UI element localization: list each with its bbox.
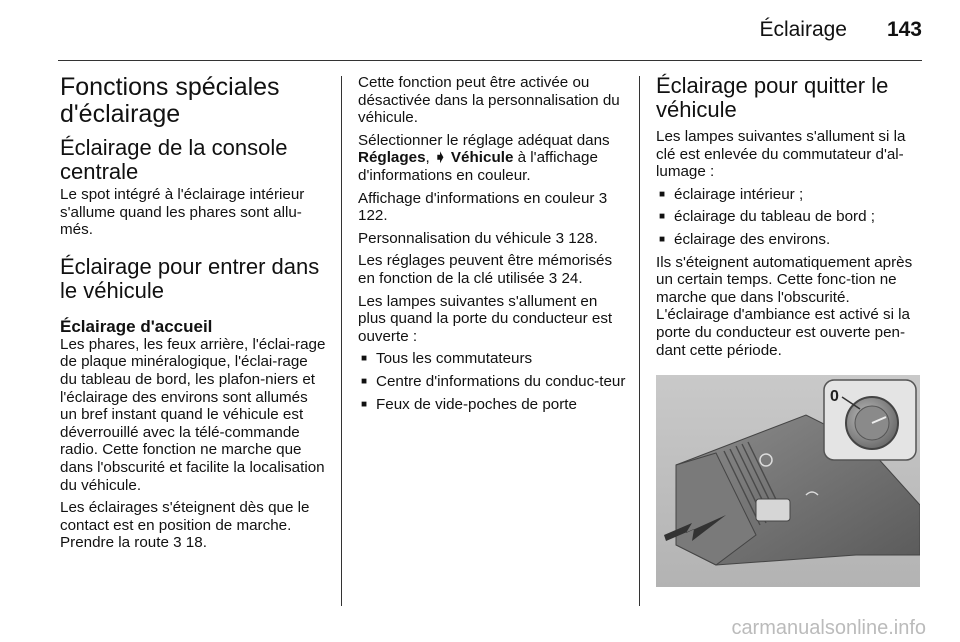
list-item: ■ éclairage du tableau de bord ;: [656, 208, 924, 226]
paragraph: Les lampes suivantes s'allument en plus quand la porte du conducteur est ouverte :: [358, 292, 613, 345]
page-reference: 3 18.: [173, 534, 207, 552]
heading-console-lighting: Éclairage de la console centrale: [60, 135, 288, 184]
column-divider-1: [341, 76, 342, 606]
heading-entry-lighting: Éclairage pour entrer dans le véhicule: [60, 253, 320, 303]
bullet-list: [656, 186, 924, 249]
list-item: ■ Tous les commutateurs: [358, 350, 626, 368]
menu-term-settings: Réglages: [358, 149, 426, 167]
list-item: ■ éclairage des environs.: [656, 231, 924, 249]
column-divider-2: [639, 76, 640, 606]
heading-exit-lighting: Éclairage pour quitter le véhicule: [656, 73, 889, 122]
paragraph: Les phares, les feux arrière, l'éclai-rage de plaque minéralogique, l'éclai-rage du tableau de bord, les plafon-niers et l'éclairage des environs sont allumés un bref instant quand le véhicule est déverrouillé avec la télé-commande radio. Cette fonction ne marche que dans l'obscurité et facilite la localisation du véhicule.: [60, 335, 326, 494]
paragraph-text: ,: [425, 149, 434, 167]
paragraph: [60, 534, 326, 552]
paragraph: Affichage d'informations en couleur 3 122.: [358, 189, 608, 225]
paragraph-text: à l'affichage d'informations en couleur.: [358, 149, 598, 184]
header-rule: [58, 60, 922, 61]
list-item: ■ Centre d'informations du conduc-teur: [358, 373, 626, 391]
paragraph: [60, 499, 326, 534]
paragraph: [358, 132, 626, 185]
paragraph: Cette fonction peut être activée ou désactivée dans la personnalisation du véhicule.: [358, 74, 620, 127]
paragraph-text: Les éclairages s'éteignent dès que le contact est en position de marche.: [60, 499, 310, 534]
paragraph: Les réglages peuvent être mémorisés en fonction de la clé utilisée 3 24.: [358, 252, 613, 287]
watermark: carmanualsonline.info: [731, 617, 926, 639]
column-1: [60, 74, 326, 557]
paragraph-text: Sélectionner le réglage adéquat dans: [358, 131, 610, 149]
column-2: [358, 74, 626, 418]
page-header: [0, 14, 960, 48]
paragraph: Le spot intégré à l'éclairage intérieur s'allume quand les phares sont allu-més.: [60, 186, 305, 239]
illustration-label: 0: [830, 388, 839, 405]
paragraph: Personnalisation du véhicule 3 128.: [358, 229, 598, 247]
paragraph: L'éclairage d'ambiance est activé si la porte du conducteur est ouverte pen-dant cette période.: [656, 306, 910, 359]
paragraph: Ils s'éteignent automatiquement après un certain temps. Cette fonc-tion ne marche que dans l'obscurité.: [656, 253, 913, 306]
bullet-list: [358, 350, 626, 413]
heading-special-functions: Fonctions spéciales d'éclairage: [60, 73, 280, 128]
list-item: ■ Feux de vide-poches de porte: [358, 396, 626, 414]
page-number: 143: [886, 18, 922, 41]
list-item: ■ éclairage intérieur ;: [656, 186, 924, 204]
paragraph: Les lampes suivantes s'allument si la clé est enlevée du commutateur d'al-lumage :: [656, 128, 906, 181]
section-title: Éclairage: [759, 18, 847, 41]
menu-term-vehicle: ➧ Véhicule: [433, 149, 514, 167]
light-switch-illustration: [656, 375, 920, 587]
heading-welcome-lighting: Éclairage d'accueil: [60, 316, 213, 336]
paragraph-text: Prendre la route: [60, 534, 174, 552]
column-3: [656, 74, 924, 364]
